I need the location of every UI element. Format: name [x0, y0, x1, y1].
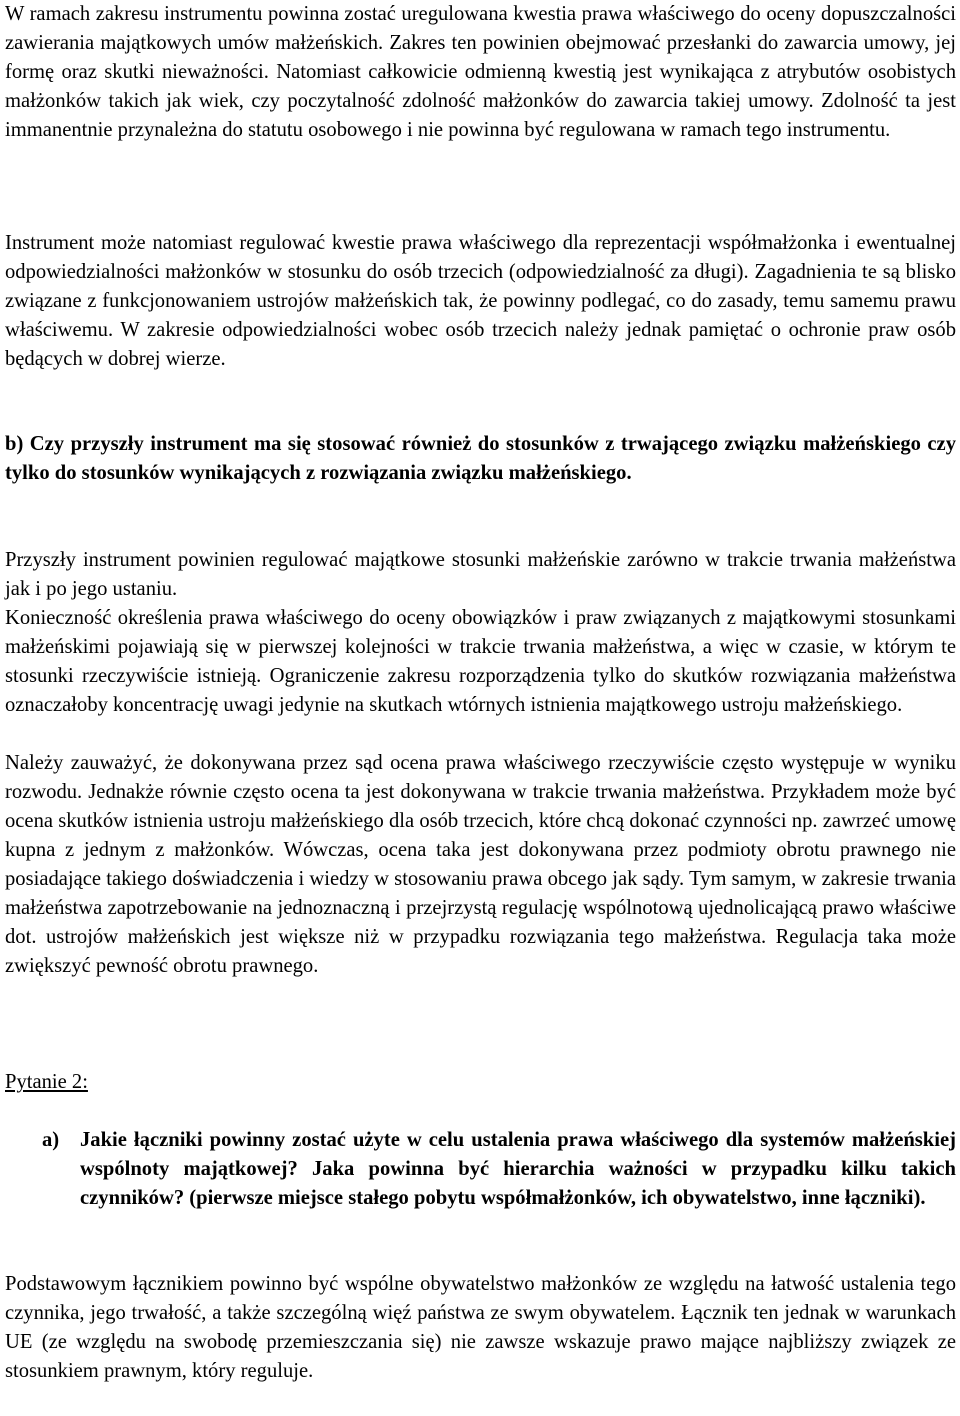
paragraph-connecting-factor: Podstawowym łącznikiem powinno być wspólne obywatelstwo małżonków ze względu na łatwość ustalenia tego czynnika, jego trwałość, a także szczególną więź państwa ze swym obywatelem. Łącznik ten jednak w warunkach UE (ze względu na swobodę przemieszczania się) nie zawsze wskazuje prawo mające najbliższy związek ze stosunkiem prawnym, który reguluje. — [5, 1273, 956, 1382]
section-heading-pytanie-2: Pytanie 2: — [5, 1071, 88, 1093]
paragraph-marital-contracts-scope: W ramach zakresu instrumentu powinna zostać uregulowana kwestia prawa właściwego do oceny dopuszczalności zawierania majątkowych umów małżeńskich. Zakres ten powinien obejmować przesłanki do zawarcia umowy, jej formę oraz skutki nieważności. Natomiast całkowicie odmienną kwestią jest wynikająca z atrybutów osobistych małżonków takich jak wiek, czy poczytalność zdolność małżonków do zawarcia takiej umowy. Zdolność ta jest immanentnie przynależna do statutu osobowego i nie powinna być regulowana w ramach tego instrumentu. — [5, 3, 956, 141]
question-item-letter: a) — [42, 1129, 60, 1151]
question-heading-b: b) Czy przyszły instrument ma się stosować również do stosunków z trwającego związku małżeńskiego czy tylko do stosunków wynikających z rozwiązania związku małżeńskiego. — [5, 433, 956, 484]
question-item-text: Jakie łączniki powinny zostać użyte w celu ustalenia prawa właściwego dla systemów małżeńskiej wspólnoty majątkowej? Jaka powinna być hierarchia ważności w przypadku kilku takich czynników? (pierwsze miejsce stałego pobytu współmałżonków, ich obywatelstwo, inne łączniki). — [80, 1129, 956, 1209]
paragraph-court-assessment: Należy zauważyć, że dokonywana przez sąd ocena prawa właściwego rzeczywiście często występuje w wyniku rozwodu. Jednakże równie często ocena ta jest dokonywana w trakcie trwania małżeństwa. Przykładem może być ocena skutków istnienia ustroju małżeńskiego dla osób trzecich, które chcą dokonać czynności np. zawrzeć umowę kupna z jednym z małżonków. Wówczas, ocena taka jest dokonywana przez podmioty obrotu prawnego nie posiadające takiego doświadczenia i wiedzy w stosowaniu prawa obcego jak sądy. Tym samym, w zakresie trwania małżeństwa zapotrzebowanie na jednoznaczną i przejrzystą regulację wspólnotową ujednolicającą prawo właściwe dot. ustrojów małżeńskich jest większe niż w przypadku rozwiązania tego małżeństwa. Regulacja taka może zwiększyć pewność obrotu prawnego. — [5, 752, 956, 977]
paragraph-spouse-representation: Instrument może natomiast regulować kwestie prawa właściwego dla reprezentacji współmałżonka i ewentualnej odpowiedzialności małżonków w stosunku do osób trzecich (odpowiedzialność za długi). Zagadnienia te są blisko związane z funkcjonowaniem ustrojów małżeńskich tak, że powinny podlegać, co do zasady, temu samemu prawu właściwemu. W zakresie odpowiedzialności wobec osób trzecich należy jednak pamiętać o ochronie praw osób będących w dobrej wierze. — [5, 232, 956, 370]
paragraph-instrument-scope: Przyszły instrument powinien regulować majątkowe stosunki małżeńskie zarówno w trakcie trwania małżeństwa jak i po jego ustaniu. — [5, 549, 956, 600]
paragraph-applicable-law-necessity: Konieczność określenia prawa właściwego do oceny obowiązków i praw związanych z majątkowymi stosunkami małżeńskimi pojawiają się w pierwszej kolejności w trakcie trwania małżeństwa, a więc w czasie, w którym te stosunki rzeczywiście istnieją. Ograniczenie zakresu rozporządzenia tylko do skutków rozwiązania małżeństwa oznaczałoby koncentrację uwagi jedynie na skutkach wtórnych istnienia majątkowego ustroju małżeńskiego. — [5, 607, 956, 716]
